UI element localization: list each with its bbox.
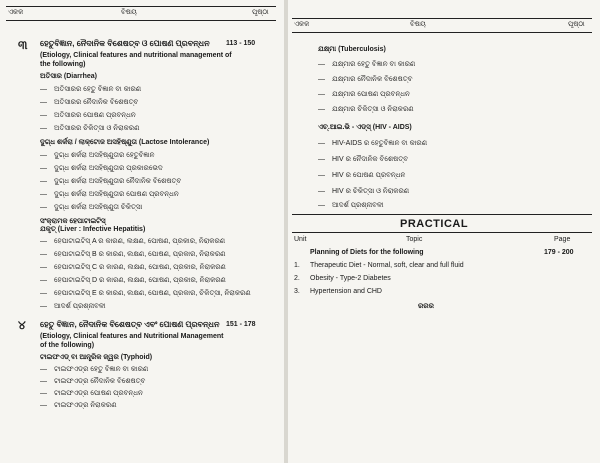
header-page: ପୃଷ୍ଠା — [568, 21, 585, 28]
planning-heading: Planning of Diets for the following — [310, 249, 424, 256]
list-item: — ଯକ୍ଷ୍ମାର ନୈଦାନିକ ବିଶେଷତ୍ବ — [318, 76, 413, 83]
list-item: — ଅତିସାରର ଚିକିତ୍ସା ଓ ନିରାକରଣ — [40, 125, 140, 132]
unit3-pages: 113 - 150 — [226, 40, 256, 47]
unit4-title: ହେତୁ ବିଜ୍ଞାନ, ନୈଦାନିକ ବିଶେଷତ୍ବ ଏବଂ ପୋଷଣ ପ୍ରବନ୍ଧନ — [40, 320, 220, 329]
list-item: — ଯକ୍ଷ୍ମାର ହେତୁ ବିଜ୍ଞାନ ବା କାରଣ — [318, 61, 416, 68]
list-item: — ଦୁଗ୍ଧ ଶର୍କରା ଅସହିଷ୍ଣୁତାର ପ୍ରକାରଭେଦ — [40, 165, 163, 172]
unit4-title-en-2: of the following) — [40, 342, 95, 349]
list-item: — ଦୁଗ୍ଧ ଶର୍କରା ଅସହିଷ୍ଣୁତାର ହେତୁବିଜ୍ଞାନ — [40, 152, 155, 159]
practical-item: 3. Hypertension and CHD — [294, 288, 382, 295]
practical-title: PRACTICAL — [400, 218, 469, 230]
typhoid-heading: ଟାଇଫଏଡ୍ ବା ଆନ୍ତ୍ରିକ ଜ୍ୱର (Typhoid) — [40, 354, 153, 361]
list-item: — ଯକ୍ଷ୍ମାର ପୋଷଣ ପ୍ରବନ୍ଧନ — [318, 91, 410, 98]
lactose-heading: ଦୁଗ୍ଧ ଶର୍କରା / ଲାକ୍ଟୋଜ ଅସହିଷ୍ଣୁତା (Lactose Intolerance) — [40, 139, 210, 146]
practical-item: 1. Therapeutic Diet - Normal, soft, clear and full fluid — [294, 262, 464, 269]
list-item: — ଅତିସାରର ପୋଷଣ ପ୍ରବନ୍ଧନ — [40, 112, 136, 119]
list-item: — ହେପାଟାଇଟିସ୍ E ର କାରଣ, ଲକ୍ଷଣ, ପୋଷଣ, ପ୍ରକାର, ଚିକିତ୍ସା, ନିରାକରଣ — [40, 290, 251, 297]
practical-item: 2. Obesity - Type-2 Diabetes — [294, 275, 391, 282]
list-item: — ଦୁଗ୍ଧ ଶର୍କରା ଅସହିଷ୍ଣୁତାର ନୈଦାନିକ ବିଶେଷତ୍ବ — [40, 178, 182, 185]
unit3-title-en-1: (Etiology, Clinical features and nutritional management of — [40, 52, 232, 59]
col-topic: Topic — [406, 236, 423, 243]
divider — [292, 232, 592, 233]
liver-heading-mid: ସଂକ୍ରାମକ ହେପାଟାଇଟିସ୍ — [40, 218, 106, 225]
unit4-number: ୪ — [18, 318, 26, 332]
list-item: — ହେପାଟାଇଟିସ୍ B ର କାରଣ, ଲକ୍ଷଣ, ପୋଷଣ, ପ୍ରକାର, ନିରାକରଣ — [40, 251, 226, 258]
end-mark: ରରର — [418, 303, 434, 310]
liver-heading: ଯକୃତ୍ (Liver : Infective Hepatitis) — [40, 226, 146, 233]
list-item: — ହେପାଟାଇଟିସ୍ D ର କାରଣ, ଲକ୍ଷଣ, ପୋଷଣ, ପ୍ରକାର, ନିରାକରଣ — [40, 277, 226, 284]
hiv-heading: ଏଚ୍.ଆଇ.ଭି - ଏଡ୍ସ୍ (HIV - AIDS) — [318, 124, 412, 131]
list-item: — ଯକ୍ଷ୍ମାର ଚିକିତ୍ସା ଓ ନିରାକରଣ — [318, 106, 414, 113]
list-item: — ଆଦର୍ଶ ପ୍ରଶ୍ନାବଳୀ — [40, 303, 106, 310]
list-item: — HIV-AIDS ର ହେତୁବିଜ୍ଞାନ ବା କାରଣ — [318, 140, 428, 147]
list-item: — ଅତିସାରର ହେତୁ ବିଜ୍ଞାନ ବା କାରଣ — [40, 86, 142, 93]
list-item: — ଅତିସାରର ନୈଦାନିକ ବିଶେଷତ୍ବ — [40, 99, 139, 106]
col-unit: Unit — [294, 236, 307, 243]
list-item: — ହେପାଟାଇଟିସ୍ A ର କାରଣ, ଲକ୍ଷଣ, ପୋଷଣ, ପ୍ରକାର, ନିରାକରଣ — [40, 238, 226, 245]
col-page: Page — [554, 236, 571, 243]
planning-pages: 179 - 200 — [544, 249, 574, 256]
right-page — [288, 0, 600, 463]
divider — [292, 214, 592, 215]
list-item: — ଟାଇଫଏଡ୍‌ର ହେତୁ ବିଜ୍ଞାନ ବା କାରଣ — [40, 366, 149, 373]
list-item: — ଦୁଗ୍ଧ ଶର୍କରା ଅସହିଷ୍ଣୁତା ଚିକିତ୍ସା — [40, 204, 143, 211]
header-unit: ଏକକ — [8, 9, 24, 16]
unit3-title-en-2: the following) — [40, 61, 86, 68]
list-item: — ଆଦର୍ଶ ପ୍ରଶ୍ନାବଳୀ — [318, 202, 384, 209]
list-item: — HIV ର ନୈଦାନିକ ବିଶେଷତ୍ବ — [318, 156, 408, 163]
list-item: — HIV ର ଚିକିତ୍ସା ଓ ନିରାକରଣ — [318, 188, 410, 195]
unit3-title: ହେତୁବିଜ୍ଞାନ, ନୈଦାନିକ ବିଶେଷତ୍ବ ଓ ପୋଷଣ ପ୍ରବନ୍ଧନ — [40, 39, 210, 48]
list-item: — ଟାଇଫଏଡ୍‌ର ନୈଦାନିକ ବିଶେଷତ୍ବ — [40, 378, 146, 385]
header-topic: ବିଷୟ — [121, 9, 137, 16]
left-table-header — [6, 6, 276, 21]
unit4-pages: 151 - 178 — [226, 321, 256, 328]
header-page: ପୃଷ୍ଠା — [252, 9, 269, 16]
unit3-number: ୩ — [18, 38, 28, 52]
list-item: — ଦୁଗ୍ଧ ଶର୍କରା ଅସହିଷ୍ଣୁତାର ପୋଷଣ ପ୍ରବନ୍ଧନ — [40, 191, 179, 198]
list-item: — ଟାଇଫଏଡ୍‌ର ନିରାକରଣ — [40, 402, 117, 409]
diarrhea-heading: ଅତିସାର (Diarrhea) — [40, 73, 97, 80]
left-page — [0, 0, 284, 463]
list-item: — ହେପାଟାଇଟିସ୍ C ର କାରଣ, ଲକ୍ଷଣ, ପୋଷଣ, ପ୍ରକାର, ନିରାକରଣ — [40, 264, 226, 271]
list-item: — HIV ର ପୋଷଣ ପ୍ରବନ୍ଧନ — [318, 172, 406, 179]
list-item: — ଟାଇଫଏଡ୍‌ର ପୋଷଣ ପ୍ରବନ୍ଧନ — [40, 390, 143, 397]
header-topic: ବିଷୟ — [410, 21, 426, 28]
header-unit: ଏକକ — [294, 21, 310, 28]
unit4-title-en-1: (Etiology, Clinical features and Nutritional Management — [40, 333, 224, 340]
right-table-header — [292, 18, 592, 33]
tb-heading: ଯକ୍ଷ୍ମା (Tuberculosis) — [318, 46, 386, 53]
